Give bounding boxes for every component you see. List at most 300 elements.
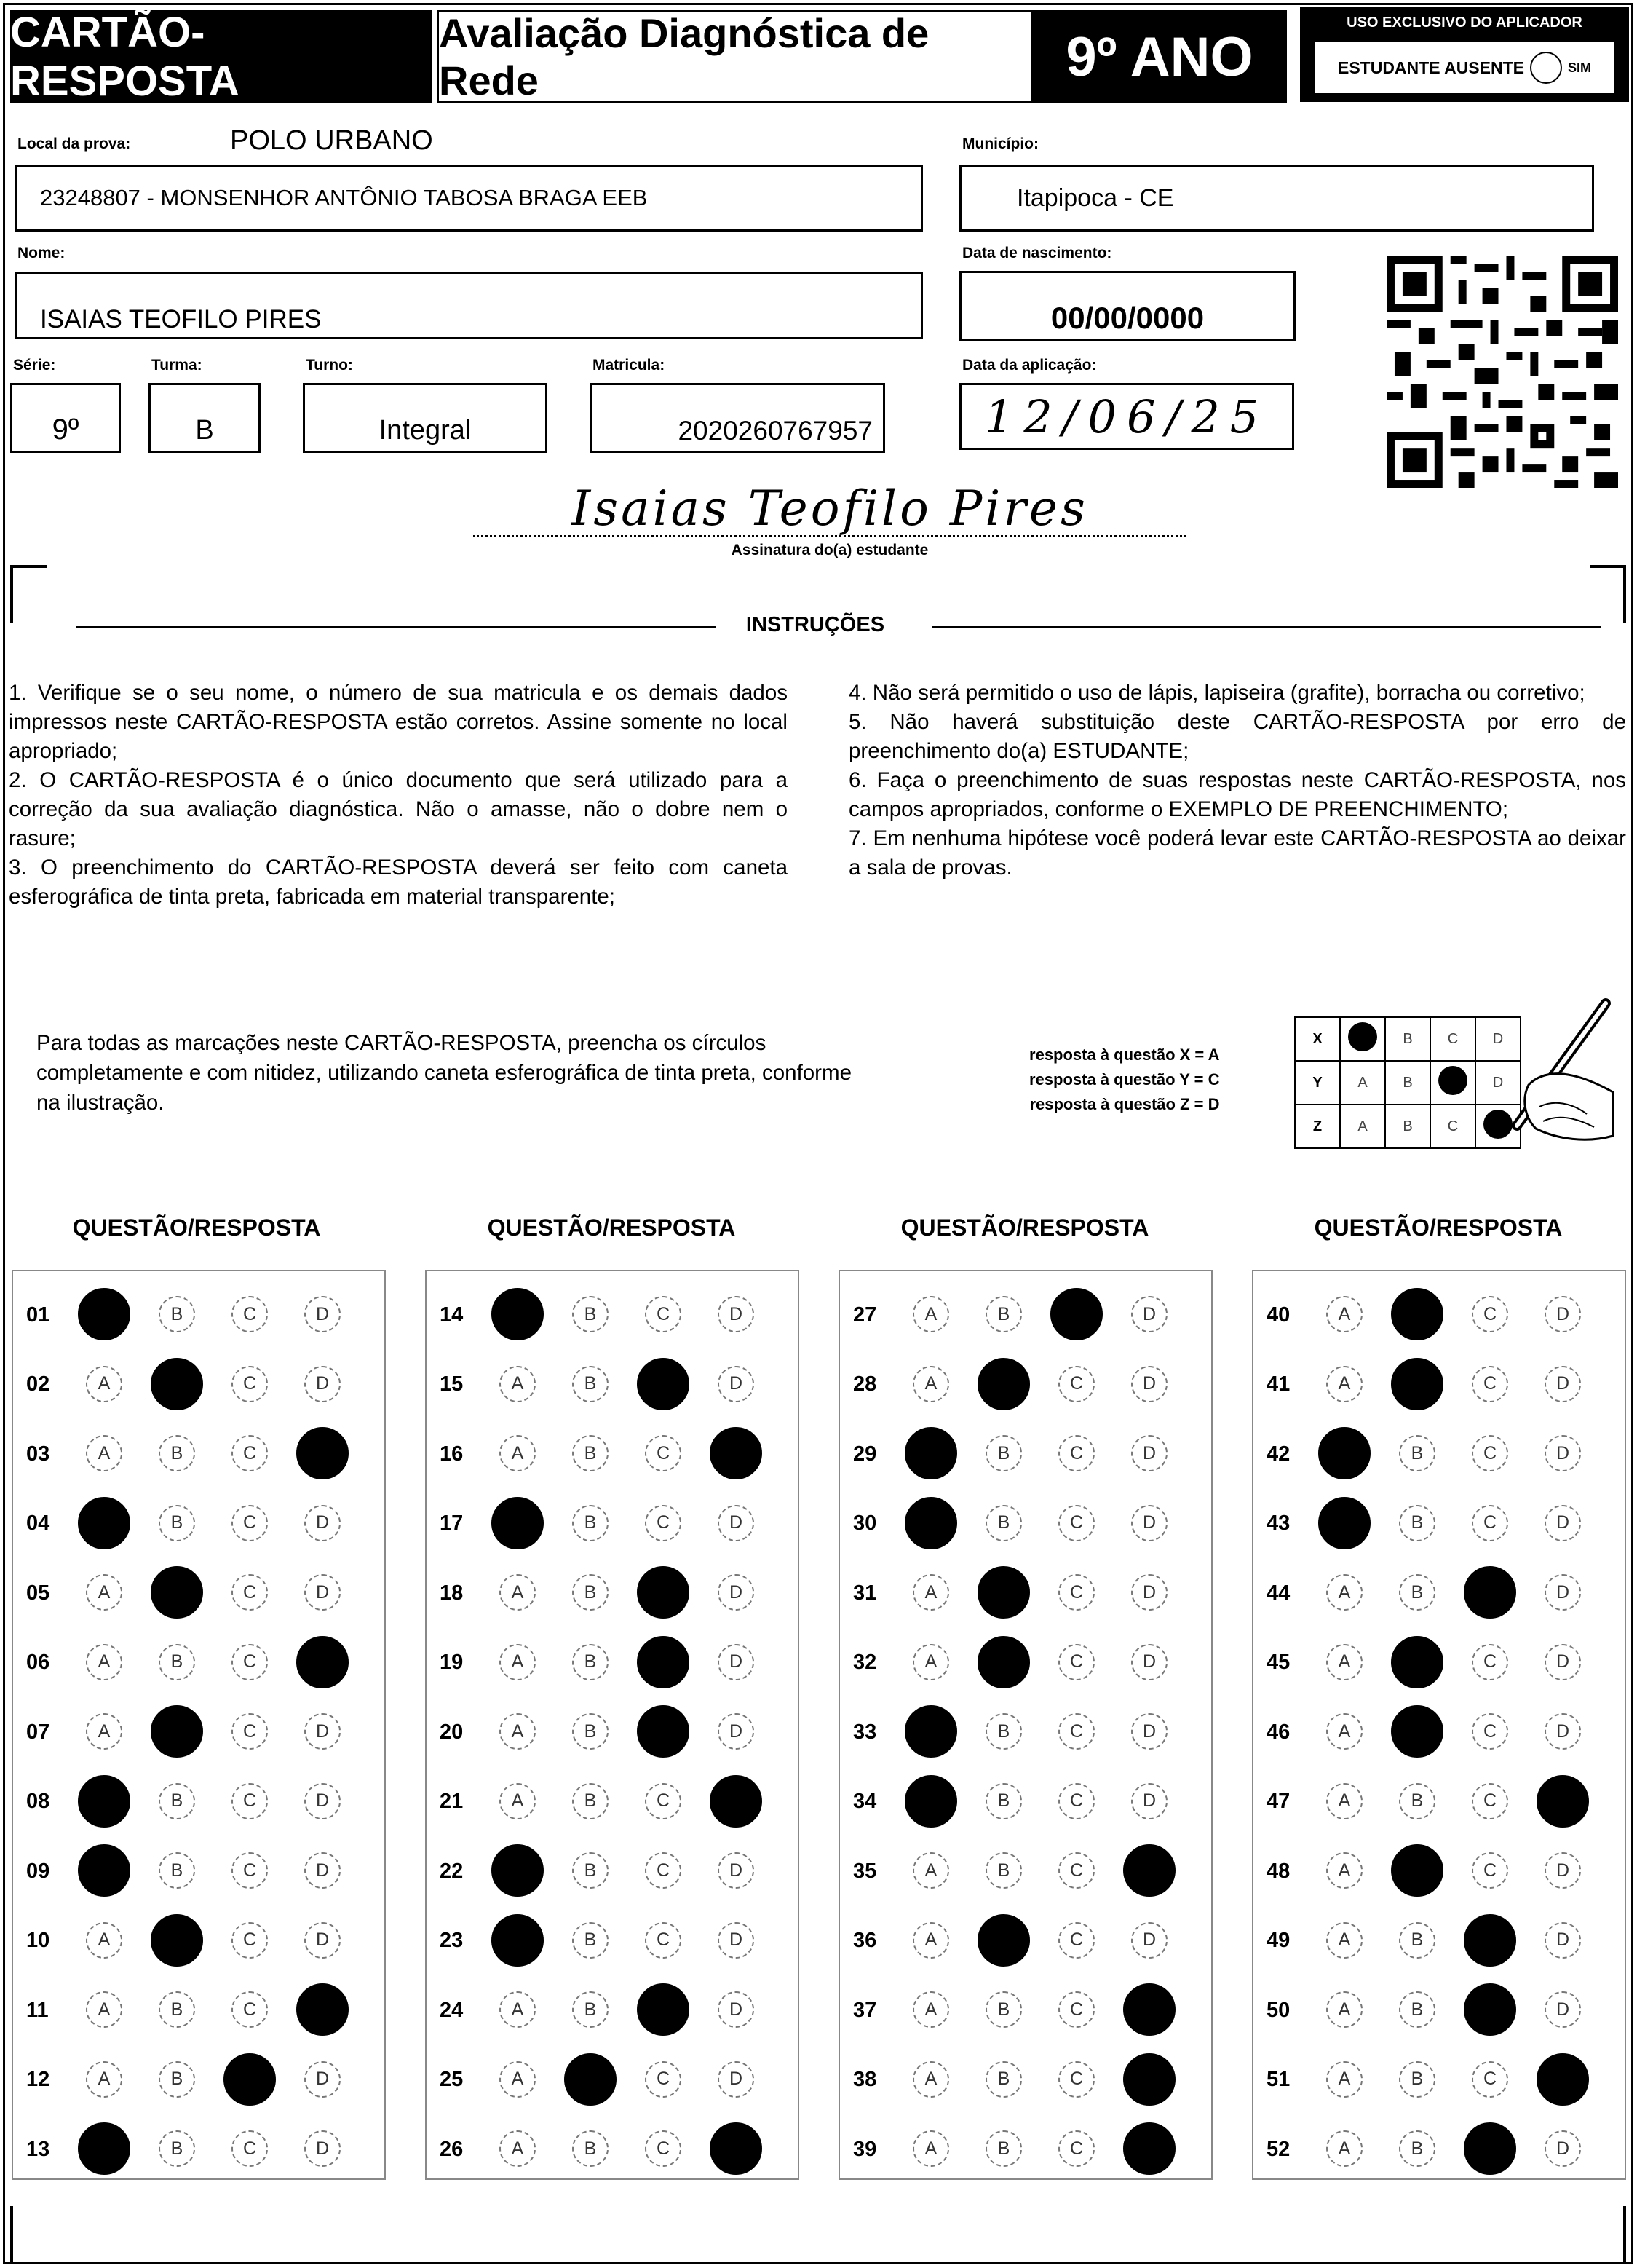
answer-bubble[interactable]: A bbox=[499, 1574, 536, 1611]
answer-row bbox=[840, 1421, 1211, 1487]
question-number: 09 bbox=[26, 1859, 50, 1883]
answer-bubble[interactable]: C bbox=[1058, 1852, 1095, 1889]
answer-bubble[interactable]: A bbox=[913, 1852, 949, 1889]
answer-bubble[interactable]: A bbox=[1326, 1366, 1363, 1402]
answer-row bbox=[840, 1769, 1211, 1836]
answer-bubble[interactable]: B bbox=[572, 1505, 609, 1541]
answer-bubble-filled[interactable] bbox=[151, 1914, 203, 1967]
answer-bubble[interactable]: C bbox=[231, 1574, 268, 1611]
answer-bubble[interactable]: D bbox=[1545, 1852, 1581, 1889]
answer-bubble[interactable]: C bbox=[1058, 1783, 1095, 1819]
answer-bubble[interactable]: A bbox=[913, 1296, 949, 1332]
answer-bubble[interactable]: B bbox=[159, 1296, 195, 1332]
matricula-box bbox=[590, 383, 885, 453]
answer-bubble[interactable]: A bbox=[86, 1574, 122, 1611]
signature-label: Assinatura do(a) estudante bbox=[731, 542, 929, 558]
answer-bubble[interactable]: A bbox=[1326, 1574, 1363, 1611]
answer-bubble[interactable]: A bbox=[1326, 1852, 1363, 1889]
answer-bubble[interactable]: B bbox=[1399, 1991, 1435, 2028]
answer-bubble-filled[interactable] bbox=[1123, 1983, 1176, 2036]
instructions-rule-right bbox=[932, 626, 1601, 628]
answer-bubble[interactable]: B bbox=[1399, 1574, 1435, 1611]
answer-bubble[interactable]: A bbox=[86, 1922, 122, 1959]
answer-bubble-filled[interactable] bbox=[491, 1497, 544, 1549]
answer-bubble[interactable]: C bbox=[231, 1366, 268, 1402]
example-cell: A bbox=[1340, 1061, 1385, 1105]
answer-bubble-filled[interactable] bbox=[564, 2053, 617, 2106]
answer-bubble[interactable]: D bbox=[1131, 1574, 1168, 1611]
answer-bubble[interactable]: A bbox=[499, 1435, 536, 1471]
answer-header-3: QUESTÃO/RESPOSTA bbox=[900, 1214, 1149, 1241]
answer-bubble[interactable]: C bbox=[1472, 1644, 1508, 1680]
answer-bubble[interactable]: B bbox=[572, 1435, 609, 1471]
answer-bubble[interactable]: B bbox=[572, 1366, 609, 1402]
answer-row bbox=[1253, 1351, 1625, 1418]
answer-bubble[interactable]: D bbox=[1131, 1505, 1168, 1541]
answer-bubble-filled[interactable] bbox=[1464, 1566, 1516, 1619]
question-number: 50 bbox=[1267, 1998, 1291, 2022]
answer-bubble[interactable]: B bbox=[572, 1713, 609, 1750]
question-number: 29 bbox=[853, 1442, 877, 1466]
answer-bubble[interactable]: A bbox=[913, 2130, 949, 2167]
answer-bubble[interactable]: B bbox=[1399, 2061, 1435, 2098]
question-number: 08 bbox=[26, 1790, 50, 1813]
answer-bubble[interactable]: D bbox=[1545, 1922, 1581, 1959]
aplicacao-box bbox=[959, 383, 1294, 450]
answer-bubble[interactable]: B bbox=[159, 1505, 195, 1541]
question-number: 19 bbox=[440, 1651, 464, 1674]
answer-bubble-filled[interactable] bbox=[491, 1288, 544, 1340]
signature: Isaias Teofilo Pires bbox=[571, 481, 1088, 537]
answer-bubble[interactable]: B bbox=[1399, 2130, 1435, 2167]
answer-bubble-filled[interactable] bbox=[78, 1844, 130, 1897]
answer-bubble[interactable]: A bbox=[499, 2061, 536, 2098]
answer-bubble[interactable]: B bbox=[986, 1783, 1022, 1819]
answer-bubble[interactable]: D bbox=[304, 1852, 341, 1889]
answer-bubble[interactable]: C bbox=[231, 1644, 268, 1680]
answer-bubble[interactable]: D bbox=[1131, 1783, 1168, 1819]
answer-bubble[interactable]: C bbox=[1472, 1435, 1508, 1471]
answer-bubble[interactable]: D bbox=[304, 1574, 341, 1611]
question-number: 38 bbox=[853, 2068, 877, 2091]
card-title: CARTÃO-RESPOSTA bbox=[10, 10, 432, 103]
answer-bubble-filled[interactable] bbox=[1123, 2053, 1176, 2106]
answer-bubble[interactable]: A bbox=[1326, 1713, 1363, 1750]
answer-bubble[interactable]: A bbox=[86, 2061, 122, 2098]
turno-value: Integral bbox=[378, 415, 472, 446]
answer-bubble[interactable]: B bbox=[986, 1991, 1022, 2028]
question-number: 36 bbox=[853, 1929, 877, 1952]
answer-row bbox=[840, 1699, 1211, 1766]
answer-bubble[interactable]: B bbox=[986, 1435, 1022, 1471]
answer-bubble[interactable]: A bbox=[499, 1783, 536, 1819]
answer-bubble[interactable]: B bbox=[1399, 1435, 1435, 1471]
absent-option: SIM bbox=[1567, 60, 1591, 75]
answer-bubble[interactable]: C bbox=[1058, 1505, 1095, 1541]
answer-bubble[interactable]: A bbox=[913, 1991, 949, 2028]
question-number: 44 bbox=[1267, 1581, 1291, 1605]
answer-bubble[interactable]: C bbox=[645, 2061, 681, 2098]
answer-bubble[interactable]: D bbox=[304, 1505, 341, 1541]
answer-bubble[interactable]: C bbox=[645, 1922, 681, 1959]
answer-bubble[interactable]: B bbox=[572, 1296, 609, 1332]
example-cell: B bbox=[1385, 1061, 1430, 1105]
answer-bubble[interactable]: C bbox=[1472, 2061, 1508, 2098]
answer-bubble[interactable]: B bbox=[572, 1922, 609, 1959]
answer-bubble[interactable]: B bbox=[572, 1991, 609, 2028]
answer-bubble[interactable]: D bbox=[304, 1366, 341, 1402]
answer-row bbox=[427, 1351, 798, 1418]
answer-bubble-filled[interactable] bbox=[710, 1775, 762, 1828]
answer-bubble-filled[interactable] bbox=[78, 1288, 130, 1340]
answer-header-2: QUESTÃO/RESPOSTA bbox=[487, 1214, 736, 1241]
answer-bubble[interactable]: D bbox=[304, 2130, 341, 2167]
answer-bubble[interactable]: D bbox=[1131, 1922, 1168, 1959]
answer-bubble[interactable]: C bbox=[1472, 1366, 1508, 1402]
question-number: 13 bbox=[26, 2137, 50, 2161]
answer-row bbox=[13, 1977, 384, 2044]
answer-bubble[interactable]: C bbox=[645, 1783, 681, 1819]
answer-bubble[interactable]: B bbox=[572, 1852, 609, 1889]
answer-row bbox=[840, 1908, 1211, 1975]
answer-bubble[interactable]: A bbox=[86, 1644, 122, 1680]
answer-bubble[interactable]: A bbox=[499, 1991, 536, 2028]
answer-bubble[interactable]: D bbox=[1131, 1296, 1168, 1332]
example-question-label: Z bbox=[1295, 1105, 1340, 1148]
answer-bubble[interactable]: B bbox=[986, 1296, 1022, 1332]
answer-bubble[interactable]: D bbox=[1545, 1435, 1581, 1471]
question-number: 27 bbox=[853, 1303, 877, 1327]
example-cell: A bbox=[1340, 1105, 1385, 1148]
answer-bubble[interactable]: A bbox=[1326, 1783, 1363, 1819]
answer-bubble-filled[interactable] bbox=[78, 1775, 130, 1828]
answer-bubble-filled[interactable] bbox=[1537, 2053, 1589, 2106]
answer-bubble[interactable]: C bbox=[1058, 1644, 1095, 1680]
nome-box bbox=[15, 272, 923, 339]
answer-bubble[interactable]: A bbox=[913, 1574, 949, 1611]
example-filled-bubble bbox=[1348, 1022, 1377, 1051]
answer-bubble[interactable]: D bbox=[1545, 1713, 1581, 1750]
answer-bubble[interactable]: A bbox=[913, 2061, 949, 2098]
question-number: 11 bbox=[26, 1998, 49, 2022]
answer-bubble-filled[interactable] bbox=[637, 1636, 689, 1688]
question-number: 52 bbox=[1267, 2137, 1291, 2161]
answer-bubble[interactable]: B bbox=[572, 1574, 609, 1611]
answer-bubble-filled[interactable] bbox=[1123, 2122, 1176, 2175]
question-number: 15 bbox=[440, 1372, 464, 1396]
answer-bubble-filled[interactable] bbox=[905, 1705, 957, 1758]
question-number: 04 bbox=[26, 1512, 50, 1535]
answer-bubble[interactable]: C bbox=[1472, 1505, 1508, 1541]
answer-bubble[interactable]: B bbox=[1399, 1922, 1435, 1959]
answer-bubble[interactable]: D bbox=[304, 2061, 341, 2098]
nascimento-label: Data de nascimento: bbox=[962, 245, 1112, 261]
answer-bubble-filled[interactable] bbox=[1318, 1497, 1371, 1549]
answer-bubble[interactable]: B bbox=[159, 2130, 195, 2167]
answer-bubble-filled[interactable] bbox=[637, 1566, 689, 1619]
answer-bubble-filled[interactable] bbox=[296, 1983, 349, 2036]
answer-bubble[interactable]: D bbox=[718, 1922, 754, 1959]
absent-bubble[interactable] bbox=[1530, 52, 1562, 84]
question-number: 43 bbox=[1267, 1512, 1291, 1535]
answer-bubble-filled[interactable] bbox=[978, 1358, 1030, 1410]
answer-bubble-filled[interactable] bbox=[1391, 1636, 1443, 1688]
answer-row bbox=[427, 1699, 798, 1766]
answer-row bbox=[840, 1351, 1211, 1418]
answer-bubble[interactable]: A bbox=[86, 1435, 122, 1471]
answer-bubble[interactable]: D bbox=[718, 1366, 754, 1402]
answer-bubble-filled[interactable] bbox=[905, 1497, 957, 1549]
answer-column-2 bbox=[425, 1270, 799, 2180]
answer-bubble[interactable]: A bbox=[86, 1991, 122, 2028]
answer-bubble-filled[interactable] bbox=[78, 1497, 130, 1549]
answer-bubble[interactable]: D bbox=[1545, 1366, 1581, 1402]
answer-bubble[interactable]: C bbox=[1058, 1713, 1095, 1750]
answer-bubble-filled[interactable] bbox=[1464, 1914, 1516, 1967]
answer-bubble-filled[interactable] bbox=[1391, 1844, 1443, 1897]
question-number: 49 bbox=[1267, 1929, 1291, 1952]
answer-bubble-filled[interactable] bbox=[223, 2053, 276, 2106]
applicator-label: USO EXCLUSIVO DO APLICADOR bbox=[1347, 15, 1582, 31]
question-number: 18 bbox=[440, 1581, 464, 1605]
answer-bubble-filled[interactable] bbox=[978, 1636, 1030, 1688]
answer-bubble-filled[interactable] bbox=[637, 1705, 689, 1758]
answer-bubble[interactable]: C bbox=[1472, 1713, 1508, 1750]
answer-bubble[interactable]: C bbox=[231, 1991, 268, 2028]
answer-row bbox=[1253, 1769, 1625, 1836]
answer-row bbox=[13, 1351, 384, 1418]
answer-row bbox=[13, 2116, 384, 2183]
answer-bubble[interactable]: D bbox=[718, 1713, 754, 1750]
answer-bubble[interactable]: A bbox=[1326, 1922, 1363, 1959]
answer-bubble-filled[interactable] bbox=[491, 1914, 544, 1967]
answer-row bbox=[840, 2047, 1211, 2114]
answer-bubble[interactable]: D bbox=[1131, 1713, 1168, 1750]
answer-bubble[interactable]: D bbox=[718, 1852, 754, 1889]
answer-bubble[interactable]: C bbox=[231, 1783, 268, 1819]
answer-row bbox=[427, 1490, 798, 1557]
answer-bubble[interactable]: A bbox=[913, 1366, 949, 1402]
answer-bubble-filled[interactable] bbox=[151, 1705, 203, 1758]
answer-bubble-filled[interactable] bbox=[1537, 1775, 1589, 1828]
answer-bubble[interactable]: B bbox=[1399, 1505, 1435, 1541]
answer-bubble-filled[interactable] bbox=[151, 1566, 203, 1619]
grade-title: 9º ANO bbox=[1032, 10, 1287, 103]
question-number: 51 bbox=[1267, 2068, 1291, 2091]
question-number: 39 bbox=[853, 2137, 877, 2161]
answer-bubble-filled[interactable] bbox=[1123, 1844, 1176, 1897]
answer-bubble-filled[interactable] bbox=[296, 1636, 349, 1688]
answer-bubble-filled[interactable] bbox=[1464, 1983, 1516, 2036]
answer-bubble[interactable]: D bbox=[718, 1505, 754, 1541]
answer-bubble[interactable]: C bbox=[1058, 1991, 1095, 2028]
aplicacao-value: 12/06/25 bbox=[984, 390, 1269, 443]
answer-bubble[interactable]: D bbox=[1545, 2130, 1581, 2167]
instruction-2: 2. O CARTÃO-RESPOSTA é o único documento que será utilizado para a correção da sua avaliação diagnóstica. Não o amasse, não o dobre nem o rasure; bbox=[9, 768, 788, 850]
answer-bubble[interactable]: B bbox=[986, 1852, 1022, 1889]
answer-bubble[interactable]: D bbox=[718, 1296, 754, 1332]
answer-bubble[interactable]: D bbox=[304, 1296, 341, 1332]
answer-bubble-filled[interactable] bbox=[1318, 1427, 1371, 1479]
answer-bubble[interactable]: B bbox=[986, 1505, 1022, 1541]
answer-bubble[interactable]: C bbox=[1472, 1296, 1508, 1332]
local-value: POLO URBANO bbox=[230, 125, 433, 156]
absent-box bbox=[1315, 42, 1614, 93]
answer-bubble[interactable]: B bbox=[986, 2061, 1022, 2098]
answer-row bbox=[427, 1908, 798, 1975]
answer-bubble-filled[interactable] bbox=[710, 2122, 762, 2175]
answer-bubble[interactable]: C bbox=[231, 1713, 268, 1750]
answer-bubble[interactable]: D bbox=[718, 1991, 754, 2028]
local-label: Local da prova: bbox=[17, 135, 131, 152]
answer-bubble-filled[interactable] bbox=[978, 1914, 1030, 1967]
question-number: 25 bbox=[440, 2068, 464, 2091]
aplicacao-label: Data da aplicação: bbox=[962, 357, 1097, 374]
answer-bubble[interactable]: A bbox=[1326, 1644, 1363, 1680]
answer-bubble[interactable]: B bbox=[159, 1435, 195, 1471]
question-number: 05 bbox=[26, 1581, 50, 1605]
instruction-6: 6. Faça o preenchimento de suas respostas neste CARTÃO-RESPOSTA, nos campos apropriados, conforme o EXEMPLO DE PREENCHIMENTO; bbox=[849, 768, 1626, 821]
answer-bubble[interactable]: B bbox=[986, 2130, 1022, 2167]
turma-box bbox=[148, 383, 261, 453]
matricula-label: Matricula: bbox=[592, 357, 665, 374]
instruction-7: 7. Em nenhuma hipótese você poderá levar este CARTÃO-RESPOSTA ao deixar a sala de provas. bbox=[849, 826, 1626, 880]
answer-bubble[interactable]: C bbox=[645, 1505, 681, 1541]
answer-bubble[interactable]: A bbox=[86, 1366, 122, 1402]
question-number: 41 bbox=[1267, 1372, 1291, 1396]
question-number: 28 bbox=[853, 1372, 877, 1396]
answer-bubble[interactable]: B bbox=[572, 1783, 609, 1819]
answer-bubble[interactable]: C bbox=[1472, 1783, 1508, 1819]
answer-bubble-filled[interactable] bbox=[637, 1983, 689, 2036]
answer-bubble[interactable]: C bbox=[1472, 1852, 1508, 1889]
answer-bubble[interactable]: D bbox=[1545, 1296, 1581, 1332]
answer-bubble[interactable]: B bbox=[159, 1783, 195, 1819]
answer-bubble[interactable]: A bbox=[1326, 2061, 1363, 2098]
answer-bubble[interactable]: D bbox=[1545, 1644, 1581, 1680]
answer-bubble[interactable]: C bbox=[1058, 1435, 1095, 1471]
answer-bubble[interactable]: D bbox=[1545, 1574, 1581, 1611]
answer-bubble[interactable]: B bbox=[159, 1644, 195, 1680]
answer-bubble[interactable]: D bbox=[1131, 1644, 1168, 1680]
answer-bubble[interactable]: C bbox=[1058, 2061, 1095, 2098]
answer-bubble[interactable]: C bbox=[645, 2130, 681, 2167]
turma-label: Turma: bbox=[151, 357, 202, 374]
answer-bubble-filled[interactable] bbox=[491, 1844, 544, 1897]
answer-bubble[interactable]: C bbox=[645, 1435, 681, 1471]
municipio-label: Município: bbox=[962, 135, 1039, 152]
answer-bubble[interactable]: B bbox=[159, 2061, 195, 2098]
answer-row bbox=[1253, 1281, 1625, 1348]
answer-bubble[interactable]: A bbox=[499, 1366, 536, 1402]
answer-bubble[interactable]: A bbox=[86, 1713, 122, 1750]
question-number: 46 bbox=[1267, 1720, 1291, 1744]
answer-bubble[interactable]: C bbox=[645, 1296, 681, 1332]
answer-bubble[interactable]: D bbox=[1131, 1435, 1168, 1471]
answer-bubble[interactable]: A bbox=[499, 2130, 536, 2167]
instructions-rule-left bbox=[76, 626, 716, 628]
answer-bubble[interactable]: B bbox=[986, 1713, 1022, 1750]
instruction-4: 4. Não será permitido o uso de lápis, lapiseira (grafite), borracha ou corretivo; bbox=[849, 681, 1585, 705]
answer-bubble-filled[interactable] bbox=[710, 1427, 762, 1479]
answer-bubble-filled[interactable] bbox=[151, 1358, 203, 1410]
answer-bubble[interactable]: C bbox=[231, 2130, 268, 2167]
answer-row bbox=[427, 1281, 798, 1348]
example-cell: B bbox=[1385, 1105, 1430, 1148]
answer-bubble[interactable]: A bbox=[499, 1644, 536, 1680]
answer-bubble[interactable]: C bbox=[1058, 1574, 1095, 1611]
answer-bubble[interactable]: B bbox=[572, 2130, 609, 2167]
answer-header-1: QUESTÃO/RESPOSTA bbox=[72, 1214, 321, 1241]
answer-bubble-filled[interactable] bbox=[978, 1566, 1030, 1619]
answer-bubble-filled[interactable] bbox=[1391, 1288, 1443, 1340]
answer-row bbox=[13, 1838, 384, 1905]
serie-label: Série: bbox=[13, 357, 56, 374]
answer-bubble-filled[interactable] bbox=[1050, 1288, 1103, 1340]
answer-bubble-filled[interactable] bbox=[1464, 2122, 1516, 2175]
answer-bubble[interactable]: D bbox=[304, 1783, 341, 1819]
answer-bubble-filled[interactable] bbox=[905, 1427, 957, 1479]
answer-row bbox=[13, 1629, 384, 1696]
answer-bubble[interactable]: D bbox=[304, 1713, 341, 1750]
answer-bubble-filled[interactable] bbox=[1391, 1705, 1443, 1758]
answer-bubble[interactable]: C bbox=[1058, 1922, 1095, 1959]
answer-bubble[interactable]: A bbox=[499, 1713, 536, 1750]
answer-bubble[interactable]: A bbox=[913, 1922, 949, 1959]
answer-bubble-filled[interactable] bbox=[1391, 1358, 1443, 1410]
answer-bubble-filled[interactable] bbox=[905, 1775, 957, 1828]
answer-bubble-filled[interactable] bbox=[637, 1358, 689, 1410]
answer-bubble[interactable]: B bbox=[572, 1644, 609, 1680]
question-number: 02 bbox=[26, 1372, 50, 1396]
answer-row bbox=[427, 1421, 798, 1487]
answer-bubble[interactable]: B bbox=[159, 1852, 195, 1889]
pen-hand-icon bbox=[1485, 997, 1616, 1143]
answer-bubble[interactable]: B bbox=[159, 1991, 195, 2028]
answer-bubble[interactable]: A bbox=[913, 1644, 949, 1680]
example-filled-bubble bbox=[1438, 1066, 1467, 1095]
answer-bubble[interactable]: D bbox=[718, 1574, 754, 1611]
answer-bubble[interactable]: C bbox=[1058, 1366, 1095, 1402]
corner-bracket-bottom-left bbox=[10, 2206, 13, 2264]
question-number: 30 bbox=[853, 1512, 877, 1535]
answer-bubble[interactable]: B bbox=[1399, 1783, 1435, 1819]
answer-column-3 bbox=[839, 1270, 1213, 2180]
answer-bubble[interactable]: C bbox=[231, 1296, 268, 1332]
answer-bubble[interactable]: C bbox=[1058, 2130, 1095, 2167]
answer-bubble[interactable]: A bbox=[1326, 1296, 1363, 1332]
answer-bubble[interactable]: C bbox=[231, 1435, 268, 1471]
answer-bubble[interactable]: A bbox=[1326, 2130, 1363, 2167]
example-cell: C bbox=[1430, 1017, 1475, 1061]
answer-bubble[interactable]: D bbox=[718, 2061, 754, 2098]
answer-bubble[interactable]: C bbox=[231, 1505, 268, 1541]
question-number: 17 bbox=[440, 1512, 464, 1535]
question-number: 21 bbox=[440, 1790, 464, 1813]
answer-bubble-filled[interactable] bbox=[296, 1427, 349, 1479]
answer-bubble-filled[interactable] bbox=[78, 2122, 130, 2175]
answer-bubble[interactable]: D bbox=[1131, 1366, 1168, 1402]
answer-bubble[interactable]: D bbox=[304, 1922, 341, 1959]
answer-bubble[interactable]: C bbox=[231, 1852, 268, 1889]
example-cell: B bbox=[1385, 1017, 1430, 1061]
answer-bubble[interactable]: C bbox=[645, 1852, 681, 1889]
answer-bubble[interactable]: D bbox=[718, 1644, 754, 1680]
answer-bubble[interactable]: D bbox=[1545, 1991, 1581, 2028]
answer-bubble[interactable]: A bbox=[1326, 1991, 1363, 2028]
answer-bubble[interactable]: D bbox=[1545, 1505, 1581, 1541]
answer-bubble[interactable]: C bbox=[231, 1922, 268, 1959]
